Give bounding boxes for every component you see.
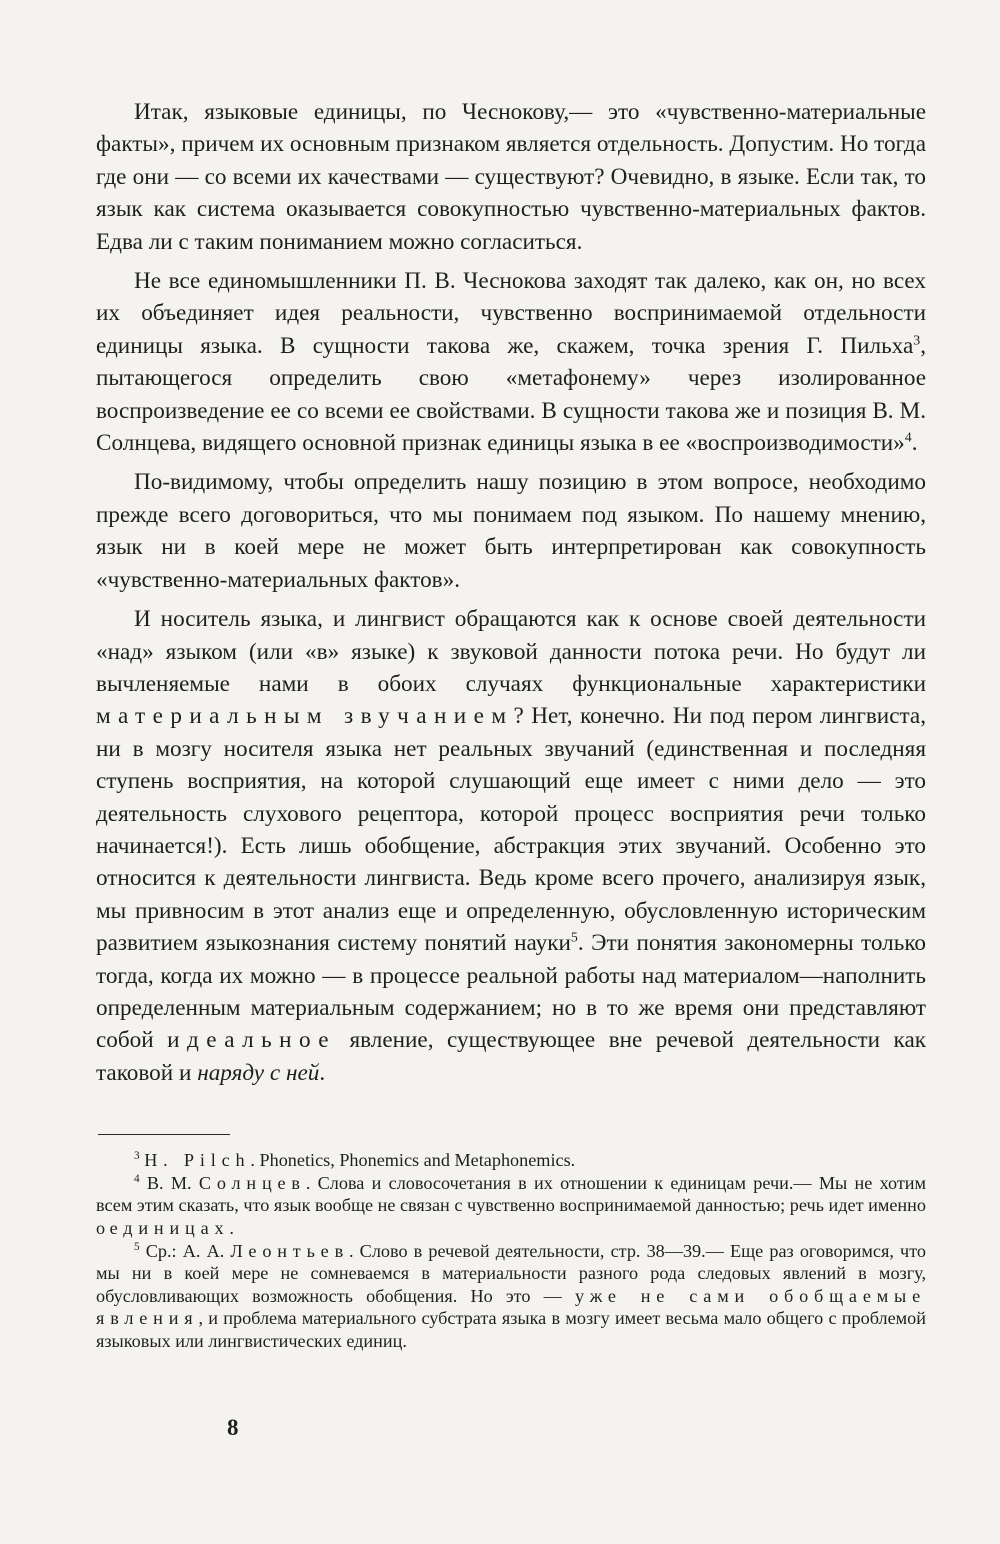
paragraph-4-text-c: . Эти понятия закономерны только тогда, когда их можно — в процессе реальной работы над материалом—наполнить определенным материальным содержанием; но в то же время они представляют собой xyxy=(96,930,926,1054)
footnote-5-mark: 5 xyxy=(134,1240,140,1253)
paragraph-4-text-d: явление, существующее вне речевой деятельности как таковой и xyxy=(96,1027,926,1086)
footnote-ref-5: 5 xyxy=(570,930,578,946)
footnote-3-mark: 3 xyxy=(134,1150,140,1163)
paragraph-2-text-b: , пытающегося определить свою «метафонему» через изолированное воспроизведение ее со всеми ее свойствами. В сущности такова же и позиция В. М. Солнцева, видящего основной признак единицы языка в ее «воспроизводимости» xyxy=(96,332,926,457)
footnote-5-text-a: Ср.: А. А. xyxy=(145,1240,231,1261)
footnote-4-text-c: . xyxy=(229,1217,234,1238)
page-body xyxy=(96,96,926,1353)
footnote-3 xyxy=(96,1149,926,1172)
footnote-4-author: Солнцев xyxy=(198,1172,306,1193)
paragraph-2-text-c: . xyxy=(911,430,918,457)
paragraph-1 xyxy=(96,96,926,258)
spaced-emphasis-ideal: идеальное xyxy=(167,1027,336,1054)
footnote-3-author: H. Pilch xyxy=(144,1150,251,1171)
paragraph-4-text-b: ? Нет, конечно. Ни под пером лингвиста, ни в мозгу носителя языка нет реальных звучаний (единственная и последняя ступень восприятия, на которой слушающий еще имеет с ними дело — это деятельность слухового рецептора, которой процесс восприятия речи только начинается!). Есть лишь обобщение, абстракция этих звучаний. Особенно это относится к деятельности лингвиста. Ведь кроме всего прочего, анализируя язык, мы привносим в этот анализ еще и определенную, обусловленную историческим развитием языкознания систему понятий науки xyxy=(96,703,926,957)
page-number: 8 xyxy=(227,1415,239,1440)
paragraph-4-text-e: . xyxy=(319,1059,326,1086)
footnote-5-text-c: , и проблема материального субстрата языка в мозгу имеет весьма мало общего с проблемой языковых или лингвистических единиц. xyxy=(96,1308,926,1351)
footnote-5-author: Леонтьев xyxy=(230,1240,349,1261)
paragraph-1-text: Итак, языковые единицы, по Чеснокову,— это «чувственно-материальные факты», причем их основным признаком является отдельность. Допустим. Но тогда где они — со всеми их качествами — существуют? Очевидно, в языке. Если так, то язык как система оказывается совокупностью чувственно-материальных фактов. Едва ли с таким пониманием можно согласиться. xyxy=(96,99,926,255)
footnote-5-spaced: уже не сами обобщаемые явления xyxy=(96,1285,926,1329)
footnote-ref-4: 4 xyxy=(904,430,912,446)
footnote-separator xyxy=(98,1134,230,1135)
footnote-3-text: . Phonetics, Phonemics and Metaphonemics. xyxy=(250,1150,576,1171)
paragraph-2-text-a: Не все единомышленники П. В. Чеснокова заходят так далеко, как он, но всех их объединяет идея реальности, чувственно воспринимаемой отдельности единицы языка. В сущности такова же, скажем, точка зрения Г. Пильха xyxy=(96,268,926,359)
paragraph-3 xyxy=(96,466,926,596)
paragraph-2 xyxy=(96,265,926,459)
footnote-5-text-b: . Слово в речевой деятельности, стр. 38—39.— Еще раз оговоримся, что мы ни в коей мере не сомневаемся в материальности разного рода следовых явлений в мозгу, обусловливающих возможность обобщения. Но это — xyxy=(96,1240,927,1306)
footnote-4-text-b: . Слова и словосочетания в их отношении к единицам речи.— Мы не хотим всем этим сказать, что язык вообще не связан с чувственно воспринимаемой данностью; речь идет именно о xyxy=(96,1172,927,1238)
paragraph-4-text-a: И носитель языка, и лингвист обращаются как к основе своей деятельности «над» языком (или «в» языке) к звуковой данности потока речи. Но будут ли вычленяемые нами в обоих случаях функциональные характеристики xyxy=(96,606,926,697)
footnote-ref-3: 3 xyxy=(913,333,921,349)
paragraph-3-text: По-видимому, чтобы определить нашу позицию в этом вопросе, необходимо прежде всего договориться, что мы понимаем под языком. По нашему мнению, язык ни в коей мере не может быть интерпретирован как совокупность «чувственно-материальных фактов». xyxy=(96,469,926,593)
footnote-5 xyxy=(96,1240,926,1353)
italic-emphasis: наряду с ней xyxy=(197,1059,320,1086)
footnote-4-mark: 4 xyxy=(134,1172,140,1185)
footnote-4 xyxy=(96,1172,926,1240)
spaced-emphasis-material-sound: материальным звучанием xyxy=(96,703,514,730)
paragraph-4 xyxy=(96,603,926,1089)
footnote-4-spaced: единицах xyxy=(109,1217,230,1238)
footnote-4-text-a: В. М. xyxy=(146,1172,199,1193)
